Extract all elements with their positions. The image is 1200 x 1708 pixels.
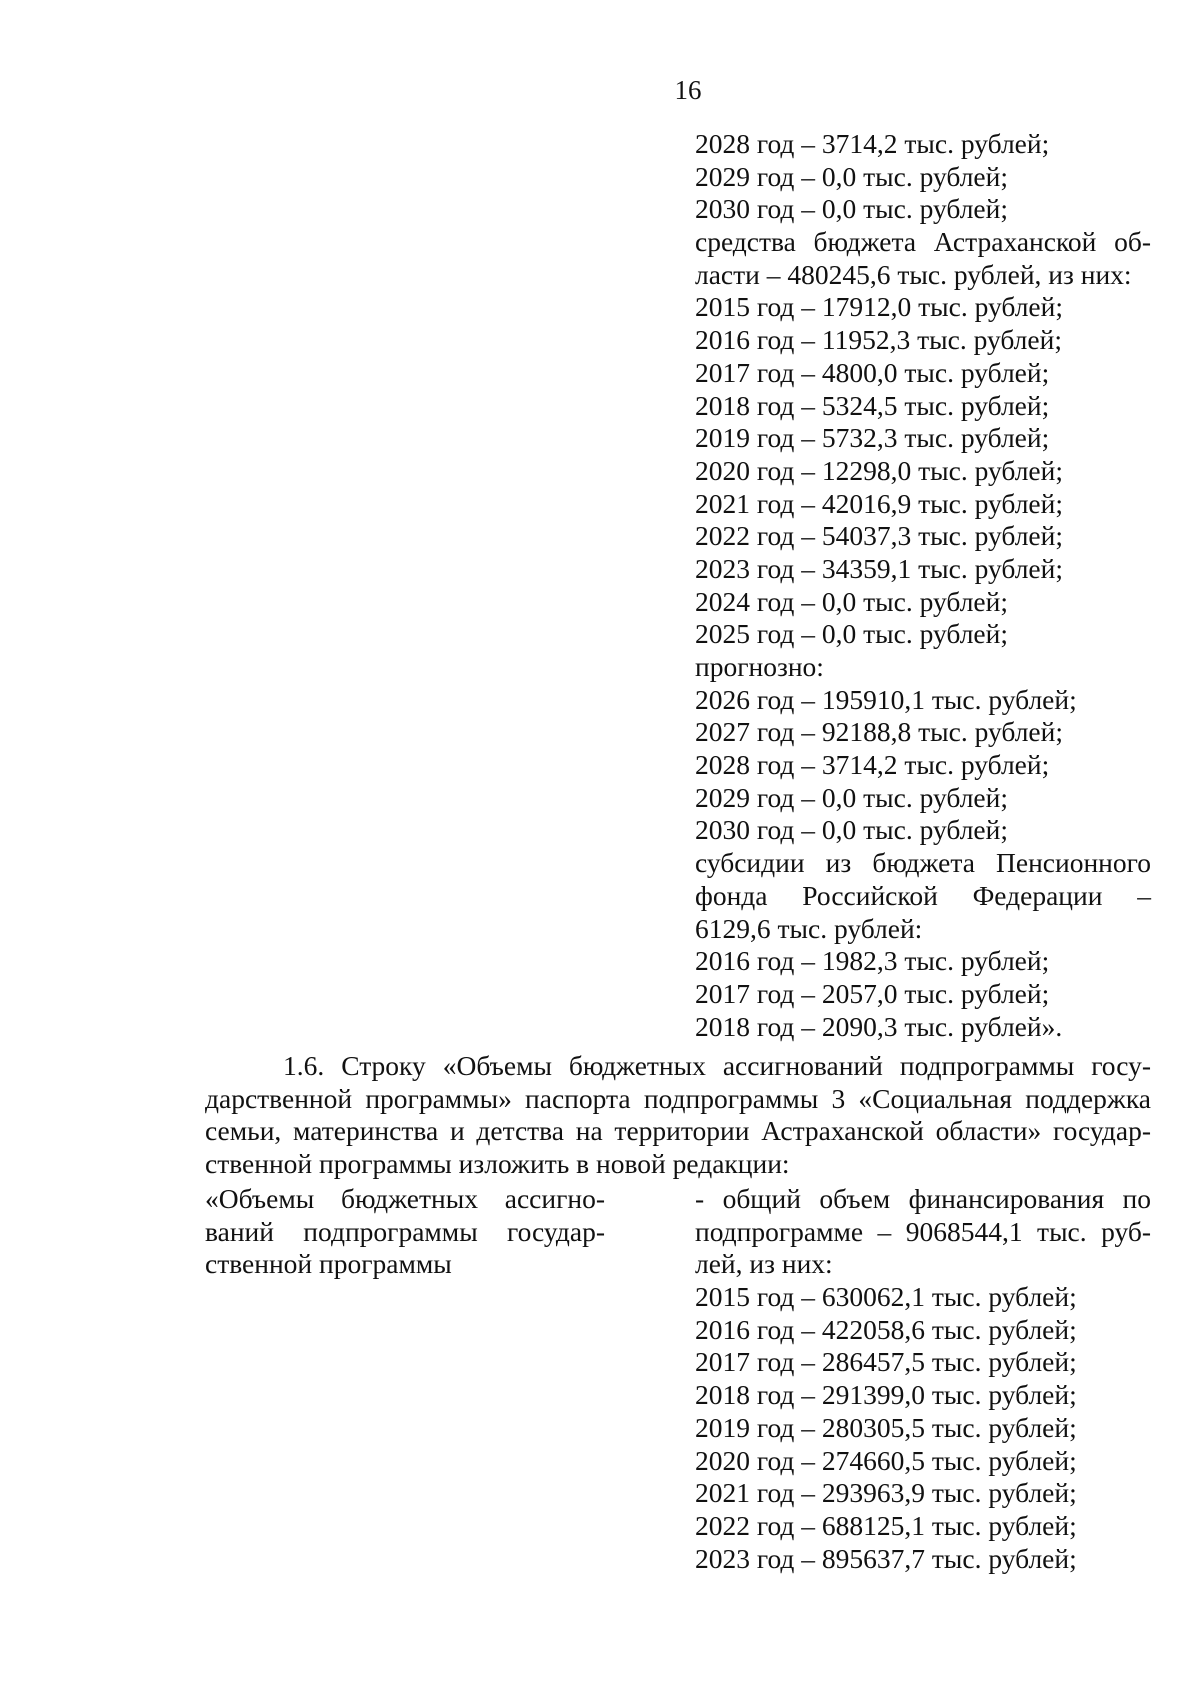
- text-line: 2025 год – 0,0 тыс. рублей;: [695, 618, 1008, 650]
- text-line: 2017 год – 2057,0 тыс. рублей;: [695, 977, 1050, 1009]
- text-line: 6129,6 тыс. рублей:: [695, 912, 923, 944]
- text-line: - общий объем финансирования по: [695, 1183, 1151, 1214]
- funding-list-continued: [695, 128, 1151, 1043]
- text-line: 2027 год – 92188,8 тыс. рублей;: [695, 716, 1063, 748]
- text-line: 2022 год – 54037,3 тыс. рублей;: [695, 520, 1063, 552]
- text-line: ласти – 480245,6 тыс. рублей, из них:: [695, 258, 1132, 290]
- label-line: ственной программы: [205, 1248, 452, 1280]
- text-line: подпрограмме – 9068544,1 тыс. руб-: [695, 1215, 1151, 1247]
- text-line: 2029 год – 0,0 тыс. рублей;: [695, 160, 1008, 192]
- text-line: лей, из них:: [695, 1248, 833, 1280]
- label-line: «Объемы бюджетных ассигно-: [205, 1183, 605, 1214]
- text-line: 2021 год – 42016,9 тыс. рублей;: [695, 487, 1063, 519]
- amendment-paragraph: [205, 1050, 1151, 1180]
- text-line: 2029 год – 0,0 тыс. рублей;: [695, 781, 1008, 813]
- text-line: 2028 год – 3714,2 тыс. рублей;: [695, 749, 1050, 781]
- page-number: 16: [674, 75, 702, 105]
- table-row-value: [695, 1183, 1151, 1575]
- text-line: 2015 год – 630062,1 тыс. рублей;: [695, 1281, 1077, 1313]
- text-line: прогнозно:: [695, 651, 824, 682]
- text-line: 2015 год – 17912,0 тыс. рублей;: [695, 291, 1063, 323]
- text-line: 2018 год – 5324,5 тыс. рублей;: [695, 389, 1050, 421]
- text-line: 2024 год – 0,0 тыс. рублей;: [695, 585, 1008, 617]
- text-line: 2023 год – 895637,7 тыс. рублей;: [695, 1542, 1077, 1574]
- text-line: 2016 год – 11952,3 тыс. рублей;: [695, 324, 1062, 356]
- text-line: 2021 год – 293963,9 тыс. рублей;: [695, 1477, 1077, 1509]
- text-line: 2020 год – 12298,0 тыс. рублей;: [695, 454, 1063, 486]
- paragraph-line: семьи, материнства и детства на территории Астраханской области» государ-: [205, 1115, 1151, 1147]
- text-line: 2030 год – 0,0 тыс. рублей;: [695, 814, 1008, 846]
- text-line: средства бюджета Астраханской об-: [695, 226, 1151, 258]
- text-line: 2020 год – 274660,5 тыс. рублей;: [695, 1444, 1077, 1476]
- label-line: ваний подпрограммы государ-: [205, 1215, 605, 1247]
- paragraph-line: ственной программы изложить в новой редакции:: [205, 1147, 790, 1179]
- text-line: 2016 год – 422058,6 тыс. рублей;: [695, 1313, 1077, 1345]
- text-line: 2019 год – 5732,3 тыс. рублей;: [695, 422, 1050, 454]
- text-line: 2016 год – 1982,3 тыс. рублей;: [695, 945, 1050, 977]
- text-line: 2030 год – 0,0 тыс. рублей;: [695, 193, 1008, 225]
- text-line: 2017 год – 286457,5 тыс. рублей;: [695, 1346, 1077, 1378]
- paragraph-line: дарственной программы» паспорта подпрограммы 3 «Социальная поддержка: [205, 1082, 1151, 1114]
- table-row-label: [205, 1183, 605, 1281]
- text-line: 2017 год – 4800,0 тыс. рублей;: [695, 356, 1050, 388]
- paragraph-line: 1.6. Строку «Объемы бюджетных ассигнований подпрограммы госу-: [283, 1050, 1151, 1081]
- text-line: субсидии из бюджета Пенсионного: [695, 847, 1151, 879]
- text-line: 2028 год – 3714,2 тыс. рублей;: [695, 128, 1050, 159]
- text-line: фонда Российской Федерации –: [695, 879, 1151, 911]
- text-line: 2022 год – 688125,1 тыс. рублей;: [695, 1509, 1077, 1541]
- text-line: 2018 год – 2090,3 тыс. рублей».: [695, 1010, 1063, 1042]
- text-line: 2019 год – 280305,5 тыс. рублей;: [695, 1411, 1077, 1443]
- text-line: 2018 год – 291399,0 тыс. рублей;: [695, 1379, 1077, 1411]
- text-line: 2026 год – 195910,1 тыс. рублей;: [695, 683, 1077, 715]
- text-line: 2023 год – 34359,1 тыс. рублей;: [695, 552, 1063, 584]
